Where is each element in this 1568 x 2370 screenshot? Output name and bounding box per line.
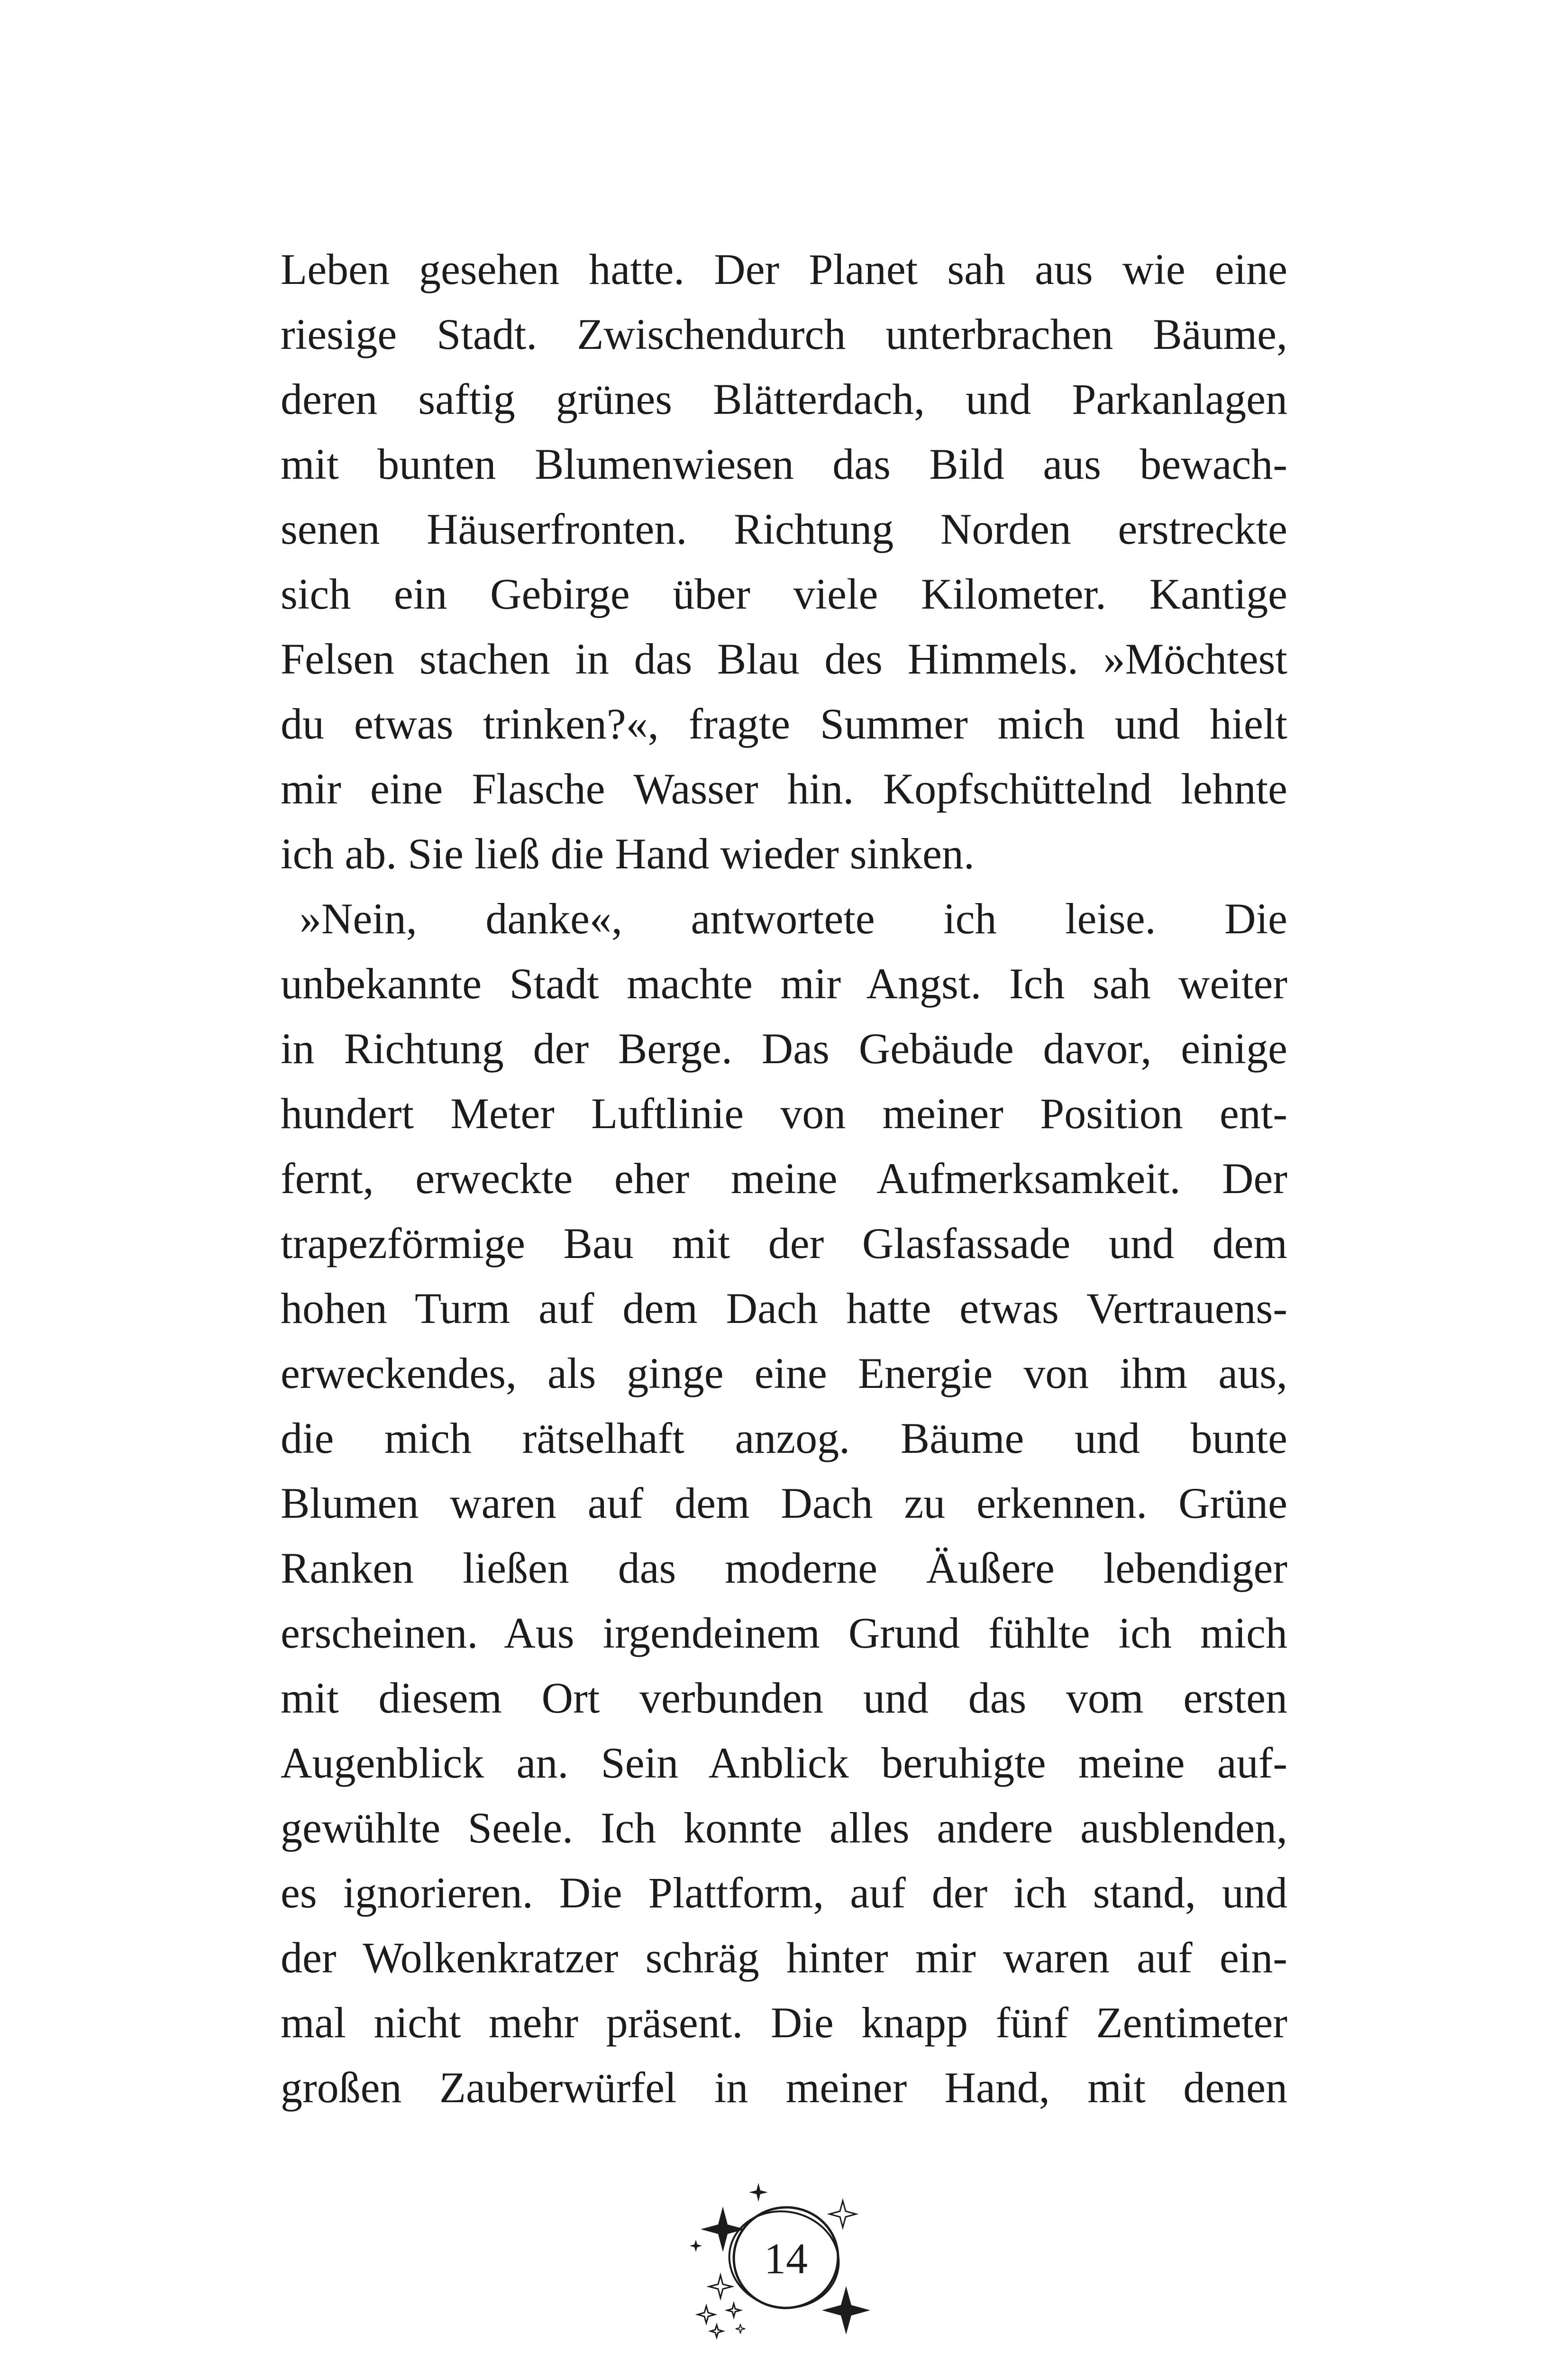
- text-line: sich ein Gebirge über viele Kilometer. Kantige: [281, 570, 1287, 618]
- text-line: trapezförmige Bau mit der Glasfassade und dem: [281, 1219, 1287, 1267]
- text-line: riesige Stadt. Zwischendurch unterbrachen Bäume,: [281, 310, 1287, 358]
- text-line: mir eine Flasche Wasser hin. Kopfschüttelnd lehnte: [281, 765, 1287, 813]
- text-line: »Nein, danke«, antwortete ich leise. Die: [300, 894, 1287, 943]
- text-line: ich ab. Sie ließ die Hand wieder sinken.: [281, 830, 975, 878]
- text-line: fernt, erweckte eher meine Aufmerksamkeit. Der: [281, 1154, 1287, 1203]
- page-number: 14: [764, 2234, 808, 2283]
- text-line: Blumen waren auf dem Dach zu erkennen. Grüne: [281, 1479, 1287, 1527]
- text-line: erweckendes, als ginge eine Energie von ihm aus,: [281, 1349, 1287, 1397]
- text-line: unbekannte Stadt machte mir Angst. Ich sah weiter: [281, 959, 1287, 1008]
- text-line: in Richtung der Berge. Das Gebäude davor, einige: [281, 1024, 1287, 1073]
- text-line: Leben gesehen hatte. Der Planet sah aus wie eine: [281, 245, 1287, 293]
- body-text: [281, 237, 1287, 2120]
- text-line: es ignorieren. Die Plattform, auf der ich stand, und: [281, 1869, 1287, 1917]
- text-line: senen Häuserfronten. Richtung Norden erstreckte: [281, 505, 1287, 553]
- text-line: hohen Turm auf dem Dach hatte etwas Vertrauens-: [281, 1284, 1287, 1332]
- text-line: mit bunten Blumenwiesen das Bild aus bewach-: [281, 440, 1287, 488]
- text-line: die mich rätselhaft anzog. Bäume und bunte: [281, 1414, 1287, 1462]
- text-line: großen Zauberwürfel in meiner Hand, mit denen: [281, 2063, 1287, 2112]
- text-line: gewühlte Seele. Ich konnte alles andere ausblenden,: [281, 1804, 1287, 1852]
- text-line: Augenblick an. Sein Anblick beruhigte meine auf-: [281, 1739, 1287, 1787]
- text-line: du etwas trinken?«, fragte Summer mich und hielt: [281, 700, 1287, 748]
- text-line: deren saftig grünes Blätterdach, und Parkanlagen: [281, 375, 1287, 423]
- text-line: der Wolkenkratzer schräg hinter mir waren auf ein-: [281, 1933, 1287, 1982]
- text-line: mal nicht mehr präsent. Die knapp fünf Zentimeter: [281, 1998, 1287, 2047]
- text-line: erscheinen. Aus irgendeinem Grund fühlte ich mich: [281, 1609, 1287, 1657]
- text-line: hundert Meter Luftlinie von meiner Position ent-: [281, 1089, 1287, 1138]
- text-line: Felsen stachen in das Blau des Himmels. »Möchtest: [281, 635, 1287, 683]
- text-line: Ranken ließen das moderne Äußere lebendiger: [281, 1544, 1287, 1592]
- text-line: mit diesem Ort verbunden und das vom ersten: [281, 1674, 1287, 1722]
